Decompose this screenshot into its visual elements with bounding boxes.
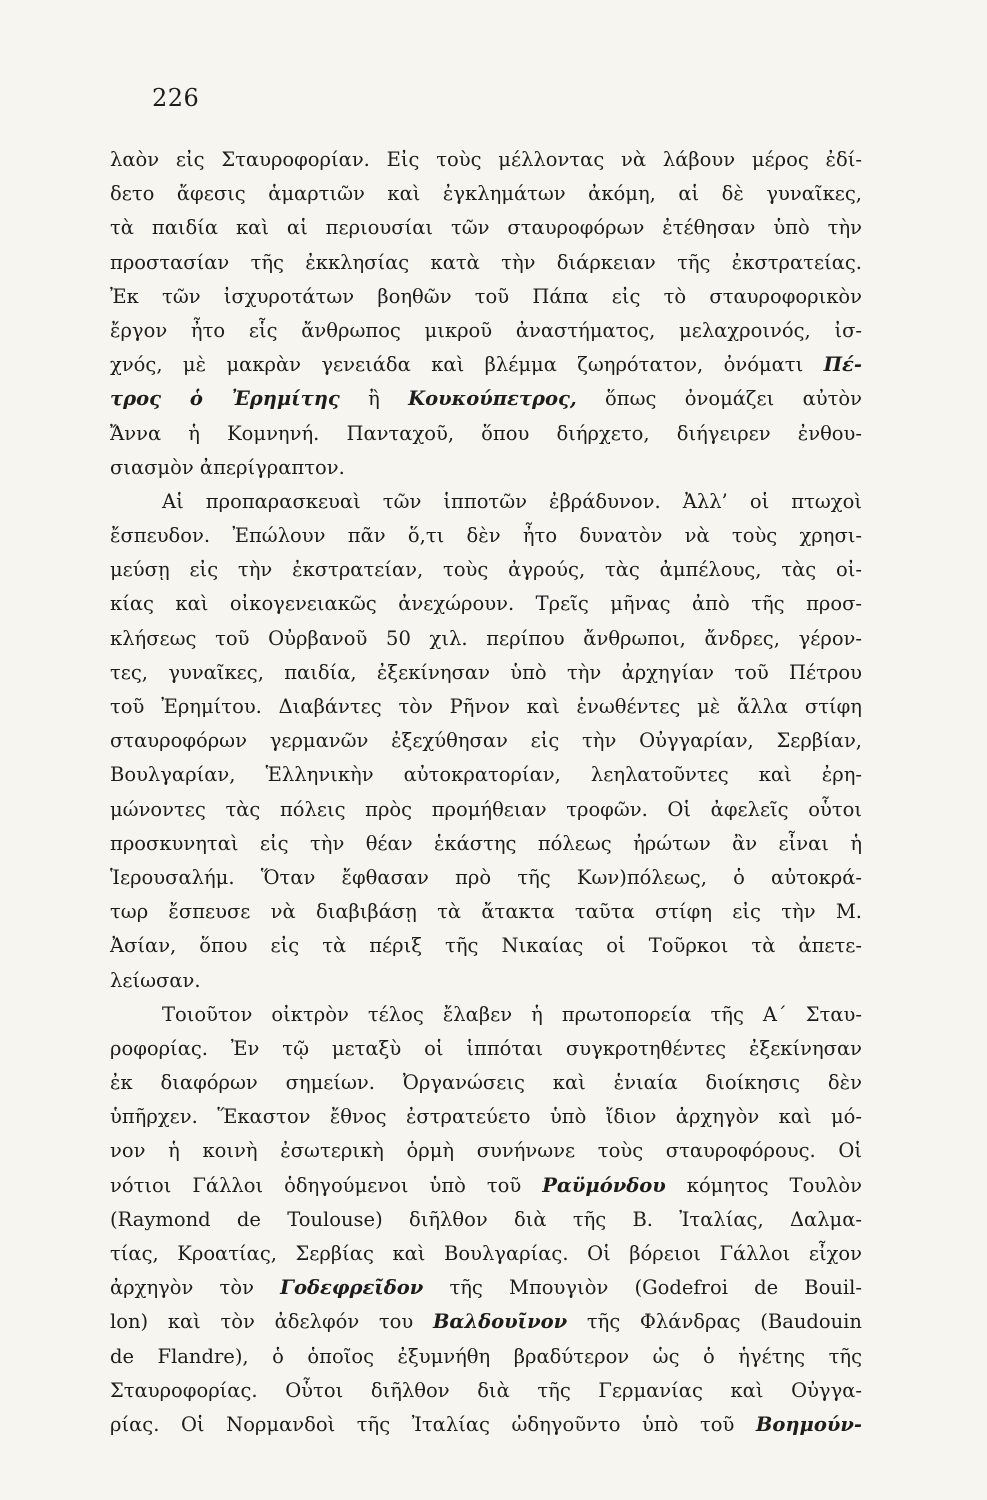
text-line xyxy=(110,1032,862,1066)
text-line xyxy=(110,690,862,724)
text-segment: ὑπῆρχεν. Ἕκαστον ἔθνος ἐστρατεύετο ὑπὸ ἴδιον ἀρχηγὸν καὶ μό- xyxy=(110,1105,862,1129)
text-segment: de Flandre), ὁ ὁποῖος ἐξυμνήθη βραδύτερον ὡς ὁ ἡγέτης τῆς xyxy=(110,1344,862,1368)
text-line xyxy=(110,1305,862,1339)
text-segment: τῆς Μπουγιὸν (Godefroi de Bouil- xyxy=(423,1276,862,1300)
text-segment: lon) καὶ τὸν ἀδελφόν του xyxy=(110,1310,433,1334)
text-line xyxy=(110,417,862,451)
text-segment: ἐκ διαφόρων σημείων. Ὀργανώσεις καὶ ἑνιαία διοίκησις δὲν xyxy=(110,1071,862,1095)
emphasized-name: Κουκούπετρος, xyxy=(408,387,577,411)
text-line xyxy=(110,485,862,519)
text-line xyxy=(110,1169,862,1203)
emphasized-name: τρος ὁ Ἐρημίτης xyxy=(110,387,340,411)
text-segment: Ἐκ τῶν ἰσχυροτάτων βοηθῶν τοῦ Πάπα εἰς τὸ σταυροφορικὸν xyxy=(110,284,862,308)
emphasized-name: Ραϋμόνδου xyxy=(542,1173,666,1197)
text-segment: ὅπως ὀνομάζει αὐτὸν xyxy=(576,387,862,411)
emphasized-name: Γοδεφρεῖδον xyxy=(280,1276,424,1300)
text-line xyxy=(110,314,862,348)
text-line xyxy=(110,587,862,621)
text-segment: ρίας. Οἱ Νορμανδοὶ τῆς Ἰταλίας ὡδηγοῦντο ὑπὸ τοῦ xyxy=(110,1412,756,1436)
text-segment: δετο ἄφεσις ἁμαρτιῶν καὶ ἐγκλημάτων ἀκόμη, αἱ δὲ γυναῖκες, xyxy=(110,182,862,206)
text-line xyxy=(110,622,862,656)
text-line xyxy=(110,177,862,211)
text-line xyxy=(110,998,862,1032)
text-segment: κίας καὶ οἰκογενειακῶς ἀνεχώρουν. Τρεῖς μῆνας ἀπὸ τῆς προσ- xyxy=(110,592,862,616)
text-segment: χνός, μὲ μακρὰν γενειάδα καὶ βλέμμα ζωηρότατον, ὀνόματι xyxy=(110,353,824,377)
text-segment: (Raymond de Toulouse) διῆλθον διὰ τῆς Β. Ἰταλίας, Δαλμα- xyxy=(110,1207,862,1231)
text-line xyxy=(110,553,862,587)
text-line xyxy=(110,451,862,485)
text-line xyxy=(110,143,862,177)
text-segment: προσκυνηταὶ εἰς τὴν θέαν ἑκάστης πόλεως ἠρώτων ἂν εἶναι ἡ xyxy=(110,831,862,855)
text-line xyxy=(110,1203,862,1237)
page-number: 226 xyxy=(152,84,200,112)
text-segment: λαὸν εἰς Σταυροφορίαν. Εἰς τοὺς μέλλοντας νὰ λάβουν μέρος ἐδί- xyxy=(110,148,862,171)
text-line xyxy=(110,1100,862,1134)
text-segment: τοῦ Ἐρημίτου. Διαβάντες τὸν Ρῆνον καὶ ἑνωθέντες μὲ ἄλλα στίφη xyxy=(110,695,862,718)
text-line xyxy=(110,929,862,963)
text-segment: κλήσεως τοῦ Οὐρβανοῦ 50 χιλ. περίπου ἄνθρωποι, ἄνδρες, γέρον- xyxy=(110,626,862,650)
text-line xyxy=(110,1134,862,1168)
text-line xyxy=(110,519,862,553)
text-segment: σιασμὸν ἀπερίγραπτον. xyxy=(110,455,345,479)
text-line xyxy=(110,895,862,929)
text-line xyxy=(110,724,862,758)
text-segment: Ἄννα ἡ Κομνηνή. Πανταχοῦ, ὅπου διήρχετο, διήγειρεν ἐνθου- xyxy=(110,421,862,445)
text-line xyxy=(110,1374,862,1408)
text-segment: τίας, Κροατίας, Σερβίας καὶ Βουλγαρίας. Οἱ βόρειοι Γάλλοι εἶχον xyxy=(110,1242,862,1265)
text-segment: τες, γυναῖκες, παιδία, ἐξεκίνησαν ὑπὸ τὴν ἀρχηγίαν τοῦ Πέτρου xyxy=(110,660,862,684)
body-text xyxy=(110,143,862,1442)
text-segment: προστασίαν τῆς ἐκκλησίας κατὰ τὴν διάρκειαν τῆς ἐκστρατείας. xyxy=(110,250,862,274)
text-line xyxy=(110,1408,862,1442)
text-segment: ροφορίας. Ἐν τῷ μεταξὺ οἱ ἱππόται συγκροτηθέντες ἐξεκίνησαν xyxy=(110,1036,862,1060)
text-line xyxy=(110,758,862,792)
text-line xyxy=(110,1066,862,1100)
text-segment: τῆς Φλάνδρας (Baudouin xyxy=(567,1310,862,1334)
text-segment: Ἱερουσαλήμ. Ὅταν ἔφθασαν πρὸ τῆς Κων)πόλεως, ὁ αὐτοκρά- xyxy=(110,865,862,889)
text-segment: ἔσπευδον. Ἐπώλουν πᾶν ὅ,τι δὲν ἦτο δυνατὸν νὰ τοὺς χρησι- xyxy=(110,524,862,548)
text-line xyxy=(110,280,862,314)
text-line xyxy=(110,861,862,895)
text-segment: τὰ παιδία καὶ αἱ περιουσίαι τῶν σταυροφόρων ἐτέθησαν ὑπὸ τὴν xyxy=(110,216,862,240)
text-line xyxy=(110,1340,862,1374)
emphasized-name: Βαλδουῖνον xyxy=(432,1310,568,1334)
text-line xyxy=(110,348,862,382)
text-segment: κόμητος Τουλὸν xyxy=(665,1173,862,1197)
text-segment: Σταυροφορίας. Οὗτοι διῆλθον διὰ τῆς Γερμανίας καὶ Οὐγγα- xyxy=(110,1378,862,1402)
text-segment: νον ἡ κοινὴ ἐσωτερικὴ ὁρμὴ συνήνωνε τοὺς σταυροφόρους. Οἱ xyxy=(110,1139,862,1163)
text-segment: ἀρχηγὸν τὸν xyxy=(110,1276,281,1300)
text-segment: τωρ ἔσπευσε νὰ διαβιβάσῃ τὰ ἄτακτα ταῦτα στίφη εἰς τὴν Μ. xyxy=(110,900,862,924)
emphasized-name: Βοημούν- xyxy=(755,1412,862,1436)
text-line xyxy=(110,1237,862,1271)
text-segment: μώνοντες τὰς πόλεις πρὸς προμήθειαν τροφῶν. Οἱ ἀφελεῖς οὗτοι xyxy=(110,797,862,821)
text-segment: λείωσαν. xyxy=(110,968,201,992)
text-segment: Ἀσίαν, ὅπου εἰς τὰ πέριξ τῆς Νικαίας οἱ Τοῦρκοι τὰ ἀπετε- xyxy=(110,934,862,958)
text-line xyxy=(110,793,862,827)
text-segment: ἔργον ἦτο εἷς ἄνθρωπος μικροῦ ἀναστήματος, μελαχροινός, ἰσ- xyxy=(110,318,862,342)
text-line xyxy=(110,964,862,998)
text-line xyxy=(110,246,862,280)
text-segment: Αἱ προπαρασκευαὶ τῶν ἱπποτῶν ἐβράδυνον. Ἀλλ’ οἱ πτωχοὶ xyxy=(162,489,862,513)
text-segment: νότιοι Γάλλοι ὁδηγούμενοι ὑπὸ τοῦ xyxy=(110,1173,543,1197)
text-line xyxy=(110,211,862,245)
text-segment: μεύσῃ εἰς τὴν ἐκστρατείαν, τοὺς ἀγρούς, τὰς ἀμπέλους, τὰς οἰ- xyxy=(110,558,862,582)
text-line xyxy=(110,1271,862,1305)
text-segment: ἢ xyxy=(339,387,409,411)
text-segment: Βουλγαρίαν, Ἑλληνικὴν αὐτοκρατορίαν, λεηλατοῦντες καὶ ἐρη- xyxy=(110,763,862,787)
text-line xyxy=(110,827,862,861)
emphasized-name: Πέ- xyxy=(823,353,862,377)
text-segment: σταυροφόρων γερμανῶν ἐξεχύθησαν εἰς τὴν Οὐγγαρίαν, Σερβίαν, xyxy=(110,729,862,753)
text-line xyxy=(110,656,862,690)
text-line xyxy=(110,382,862,416)
text-segment: Τοιοῦτον οἰκτρὸν τέλος ἔλαβεν ἡ πρωτοπορεία τῆς Α΄ Σταυ- xyxy=(162,1002,862,1026)
